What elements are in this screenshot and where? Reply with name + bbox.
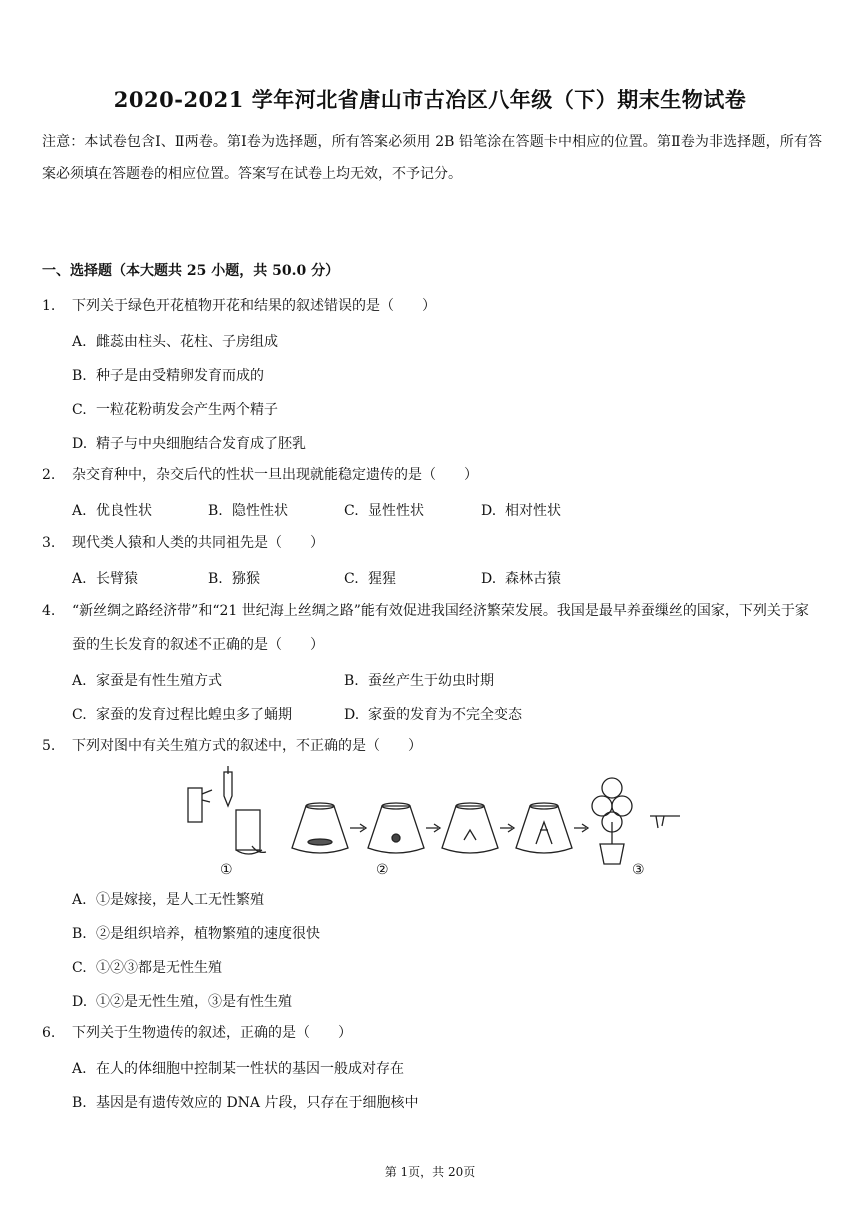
question-1	[42, 289, 822, 323]
option-3c: C. 猩猩	[344, 571, 396, 587]
question-number: 3.	[42, 535, 56, 551]
option-5c: C. ①②③都是无性生殖	[72, 960, 222, 976]
question-6	[42, 1016, 822, 1050]
option-2d: D. 相对性状	[481, 503, 561, 519]
option-3d: D. 森林古猿	[481, 571, 561, 587]
question-5	[42, 729, 822, 763]
question-number: 2.	[42, 467, 56, 483]
question-number: 5.	[42, 738, 56, 754]
option-5b: B. ②是组织培养，植物繁殖的速度很快	[72, 926, 320, 942]
option-1b: B. 种子是由受精卵发育而成的	[72, 368, 264, 384]
figure-label-1: ①	[220, 862, 233, 878]
page-footer: 第 1页，共 20页	[384, 1165, 476, 1179]
option-1a: A. 雌蕊由柱头、花柱、子房组成	[72, 334, 278, 350]
question-stem: “新丝绸之路经济带”和“21 世纪海上丝绸之路”能有效促进我国经济繁荣发展。我国是最早养蚕缫丝的国家，下列关于家蚕的生长发育的叙述不正确的是（ ）	[72, 603, 809, 653]
section-heading: 一、选择题（本大题共 25 小题，共 50.0 分）	[42, 263, 340, 279]
reproduction-diagram	[180, 766, 680, 878]
question-stem: 下列对图中有关生殖方式的叙述中，不正确的是（ ）	[72, 738, 422, 754]
grafting-illustration	[188, 766, 266, 854]
question-2	[42, 458, 822, 492]
reproduction-figure	[180, 766, 680, 878]
option-1d: D. 精子与中央细胞结合发育成了胚乳	[72, 436, 306, 452]
exam-notice: 注意：本试卷包含Ⅰ、Ⅱ两卷。第Ⅰ卷为选择题，所有答案必须用 2B 铅笔涂在答题卡中相应的位置。第Ⅱ卷为非选择题，所有答案必须填在答题卷的相应位置。答案写在试卷上均无效，不予记分。	[42, 134, 822, 182]
question-number: 4.	[42, 603, 56, 619]
question-stem: 下列关于生物遗传的叙述，正确的是（ ）	[72, 1025, 352, 1041]
option-3a: A. 长臂猿	[72, 571, 138, 587]
question-stem: 杂交育种中，杂交后代的性状一旦出现就能稳定遗传的是（ ）	[72, 467, 478, 483]
option-5d: D. ①②是无性生殖，③是有性生殖	[72, 994, 292, 1010]
option-3b: B. 猕猴	[208, 571, 260, 587]
cutting-illustration	[650, 816, 680, 828]
option-5a: A. ①是嫁接，是人工无性繁殖	[72, 892, 264, 908]
question-number: 6.	[42, 1025, 56, 1041]
option-2c: C. 显性性状	[344, 503, 424, 519]
option-1c: C. 一粒花粉萌发会产生两个精子	[72, 402, 278, 418]
option-4c: C. 家蚕的发育过程比蝗虫多了蛹期	[72, 707, 292, 723]
question-stem: 现代类人猿和人类的共同祖先是（ ）	[72, 535, 324, 551]
potted-plant-illustration	[592, 778, 632, 864]
tissue-culture-illustration	[292, 803, 588, 853]
page-title: 2020-2021 学年河北省唐山市古冶区八年级（下）期末生物试卷	[113, 87, 747, 112]
figure-label-3: ③	[632, 862, 645, 878]
option-4b: B. 蚕丝产生于幼虫时期	[344, 673, 494, 689]
figure-label-2: ②	[376, 862, 389, 878]
question-4	[42, 594, 822, 662]
question-stem: 下列关于绿色开花植物开花和结果的叙述错误的是（ ）	[72, 298, 436, 314]
question-number: 1.	[42, 298, 56, 314]
option-6b: B. 基因是有遗传效应的 DNA 片段，只存在于细胞核中	[72, 1095, 419, 1111]
option-4d: D. 家蚕的发育为不完全变态	[344, 707, 522, 723]
option-4a: A. 家蚕是有性生殖方式	[72, 673, 222, 689]
question-3	[42, 526, 822, 560]
option-2b: B. 隐性性状	[208, 503, 288, 519]
option-2a: A. 优良性状	[72, 503, 152, 519]
option-6a: A. 在人的体细胞中控制某一性状的基因一般成对存在	[72, 1061, 404, 1077]
